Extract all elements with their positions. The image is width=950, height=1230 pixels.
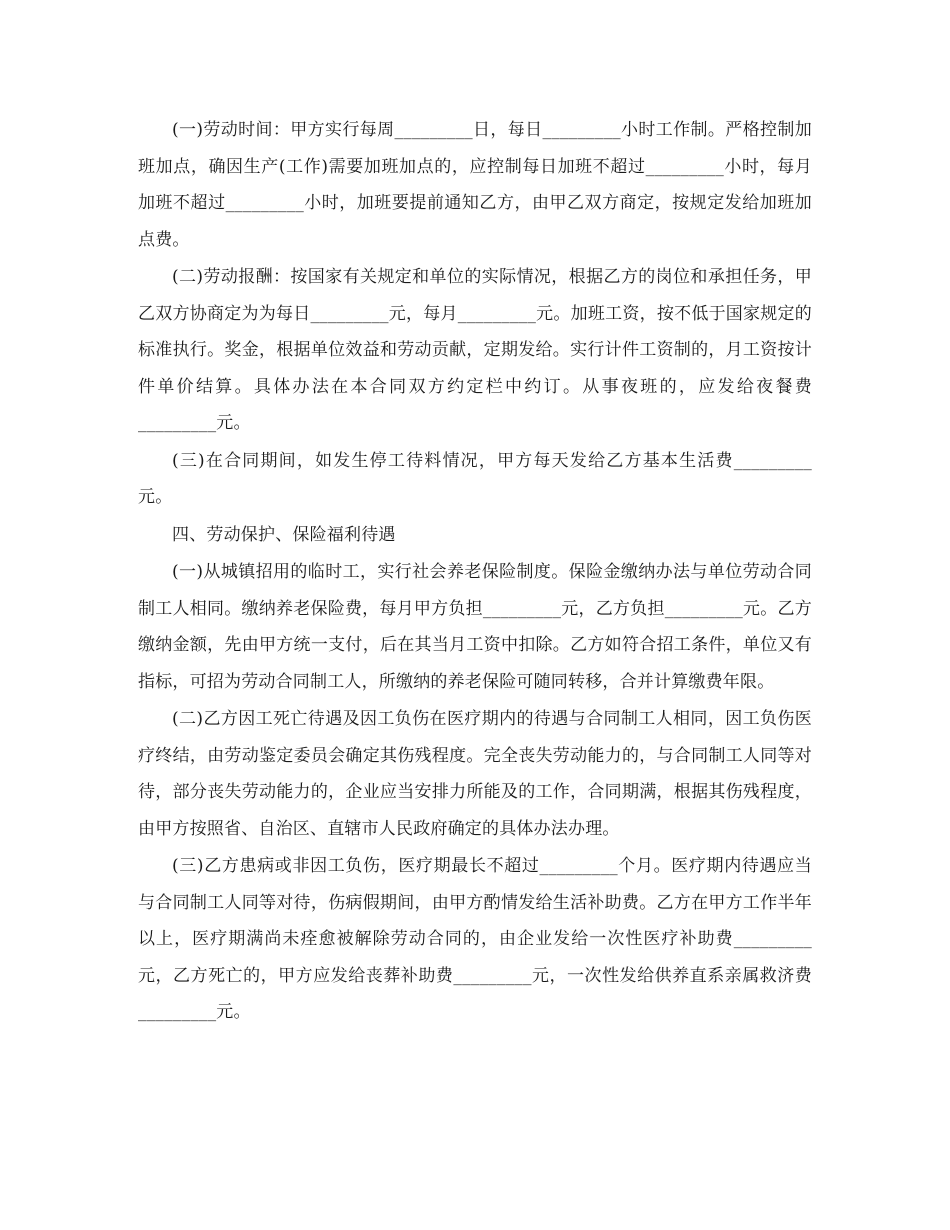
paragraph-illness-medical: (三)乙方患病或非因工负伤，医疗期最长不超过_________个月。医疗期内待遇应当与合同制工人同等对待，伤病假期间，由甲方酌情发给生活补助费。乙方在甲方工作半年以上，医疗期满尚未痊愈被解除劳动合同的，由企业发给一次性医疗补助费_________元，乙方死亡的，甲方应发给丧葬补助费_________元，一次性发给供养直系亲属救济费_________元。 bbox=[138, 856, 812, 1022]
paragraph-pension-insurance: (一)从城镇招用的临时工，实行社会养老保险制度。保险金缴纳办法与单位劳动合同制工人相同。缴纳养老保险费，每月甲方负担_________元，乙方负担_________元。乙方缴纳金额，先由甲方统一支付，后在其当月工资中扣除。乙方如符合招工条件，单位又有指标，可招为劳动合同制工人，所缴纳的养老保险可随同转移，合并计算缴费年限。 bbox=[138, 562, 812, 692]
paragraph-work-stoppage: (三)在合同期间，如发生停工待料情况，甲方每天发给乙方基本生活费_________元。 bbox=[138, 450, 812, 507]
section-heading-labor-protection: 四、劳动保护、保险福利待遇 bbox=[172, 524, 396, 545]
paragraph-remuneration: (二)劳动报酬：按国家有关规定和单位的实际情况，根据乙方的岗位和承担任务，甲乙双方协商定为为每日_________元，每月_________元。加班工资，按不低于国家规定的标准执行。奖金，根据单位效益和劳动贡献，定期发给。实行计件工资制的，月工资按计件单价结算。具体办法在本合同双方约定栏中约订。从事夜班的，应发给夜餐费_________元。 bbox=[138, 267, 812, 433]
paragraph-working-hours: (一)劳动时间：甲方实行每周_________日，每日_________小时工作制。严格控制加班加点，确因生产(工作)需要加班加点的，应控制每日加班不超过_________小时，每月加班不超过_________小时，加班要提前通知乙方，由甲乙双方商定，按规定发给加班加点费。 bbox=[138, 120, 812, 250]
document-body bbox=[138, 112, 812, 1032]
paragraph-work-injury: (二)乙方因工死亡待遇及因工负伤在医疗期内的待遇与合同制工人相同，因工负伤医疗终结，由劳动鉴定委员会确定其伤残程度。完全丧失劳动能力的，与合同制工人同等对待，部分丧失劳动能力的，企业应当安排力所能及的工作，合同期满，根据其伤残程度，由甲方按照省、自治区、直辖市人民政府确定的具体办法办理。 bbox=[138, 709, 812, 839]
